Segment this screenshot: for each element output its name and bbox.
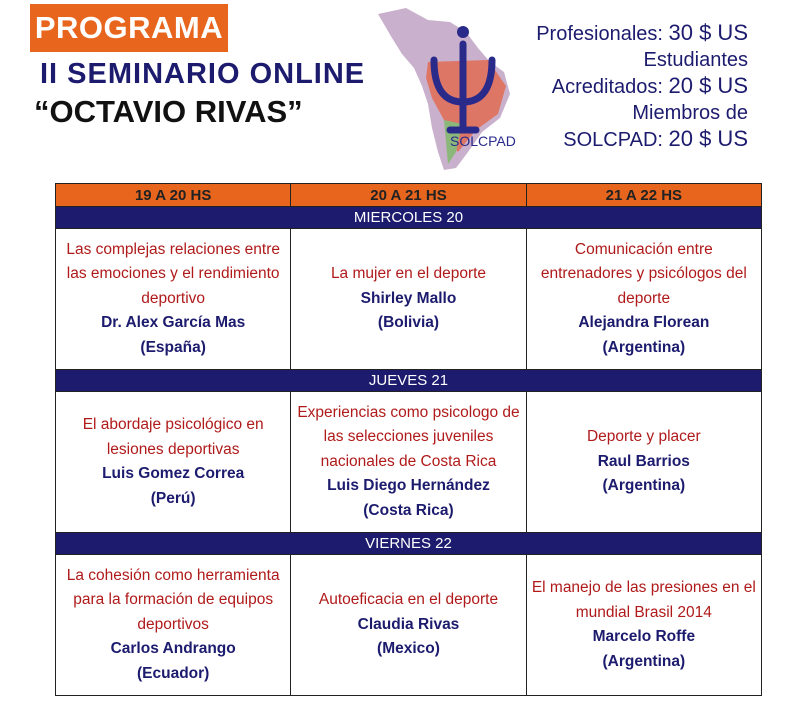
session-title: El abordaje psicológico en lesiones deportivas bbox=[82, 416, 264, 458]
speaker-country: (Argentina) bbox=[602, 338, 686, 356]
price-label-members: Miembros de bbox=[632, 102, 748, 124]
day-row bbox=[56, 370, 762, 392]
session-cell bbox=[291, 555, 526, 696]
speaker-country: (Mexico) bbox=[377, 640, 440, 658]
session-title: El manejo de las presiones en el mundial Brasil 2014 bbox=[531, 579, 756, 621]
speaker-country: (Perú) bbox=[150, 489, 196, 507]
seminar-subtitle: “OCTAVIO RIVAS” bbox=[34, 94, 303, 129]
schedule-table bbox=[55, 183, 762, 696]
price-label-students: Estudiantes bbox=[643, 49, 748, 71]
session-title: La cohesión como herramienta para la formación de equipos deportivos bbox=[66, 566, 280, 633]
price-value-accredited: 20 $ US bbox=[668, 73, 748, 98]
time-slot-header: 20 A 21 HS bbox=[291, 184, 526, 207]
price-label-accredited: Acreditados: bbox=[551, 76, 669, 98]
day-row bbox=[56, 207, 762, 229]
session-cell bbox=[56, 555, 291, 696]
session-cell bbox=[526, 555, 761, 696]
speaker-country: (Bolivia) bbox=[377, 314, 440, 332]
session-title: Deporte y placer bbox=[586, 428, 701, 446]
speaker-name: Alejandra Florean bbox=[578, 314, 710, 332]
sessions-row bbox=[56, 392, 762, 533]
speaker-name: Luis Gomez Correa bbox=[102, 465, 245, 482]
speaker-country: (Costa Rica) bbox=[363, 501, 454, 519]
speaker-name: Raul Barrios bbox=[597, 452, 690, 470]
sessions-row bbox=[56, 555, 762, 696]
time-header-row bbox=[56, 184, 762, 207]
time-slot-header: 19 A 20 HS bbox=[56, 184, 291, 207]
session-title: Autoeficacia en el deporte bbox=[318, 591, 499, 609]
speaker-country: (España) bbox=[140, 338, 206, 356]
speaker-country: (Ecuador) bbox=[136, 664, 210, 682]
session-title: La mujer en el deporte bbox=[330, 265, 487, 283]
day-row bbox=[56, 533, 762, 555]
logo-text: SOLCPAD bbox=[450, 133, 516, 149]
solcpad-logo bbox=[358, 2, 528, 172]
price-label-professionals: Profesionales: bbox=[536, 23, 669, 45]
session-title: Comunicación entre entrenadores y psicólogos del deporte bbox=[540, 240, 747, 307]
session-title: Experiencias como psicologo de las selecciones juveniles nacionales de Costa Rica bbox=[297, 403, 520, 470]
speaker-name: Claudia Rivas bbox=[357, 615, 460, 633]
speaker-name: Luis Diego Hernández bbox=[327, 477, 490, 495]
speaker-name: Carlos Andrango bbox=[110, 640, 236, 658]
price-label-solcpad: SOLCPAD: bbox=[563, 129, 669, 151]
time-slot-header: 21 A 22 HS bbox=[526, 184, 761, 207]
day-label: VIERNES 22 bbox=[56, 533, 762, 555]
programa-badge: PROGRAMA bbox=[30, 4, 228, 52]
session-title: Las complejas relaciones entre las emociones y el rendimiento deportivo bbox=[66, 240, 280, 307]
price-value-professionals: 30 $ US bbox=[668, 20, 748, 45]
session-cell bbox=[56, 392, 291, 533]
day-label: MIERCOLES 20 bbox=[56, 207, 762, 229]
speaker-name: Dr. Alex García Mas bbox=[101, 314, 246, 332]
day-label: JUEVES 21 bbox=[56, 370, 762, 392]
session-cell bbox=[291, 229, 526, 370]
speaker-country: (Argentina) bbox=[602, 652, 686, 670]
session-cell bbox=[291, 392, 526, 533]
speaker-name: Shirley Mallo bbox=[360, 289, 457, 307]
speaker-country: (Argentina) bbox=[602, 477, 686, 495]
session-cell bbox=[56, 229, 291, 370]
speaker-name: Marcelo Roffe bbox=[592, 628, 696, 645]
session-cell bbox=[526, 392, 761, 533]
seminar-title: II SEMINARIO ONLINE bbox=[40, 58, 366, 90]
price-list bbox=[536, 20, 748, 153]
session-cell bbox=[526, 229, 761, 370]
sessions-row bbox=[56, 229, 762, 370]
price-value-solcpad: 20 $ US bbox=[668, 126, 748, 151]
